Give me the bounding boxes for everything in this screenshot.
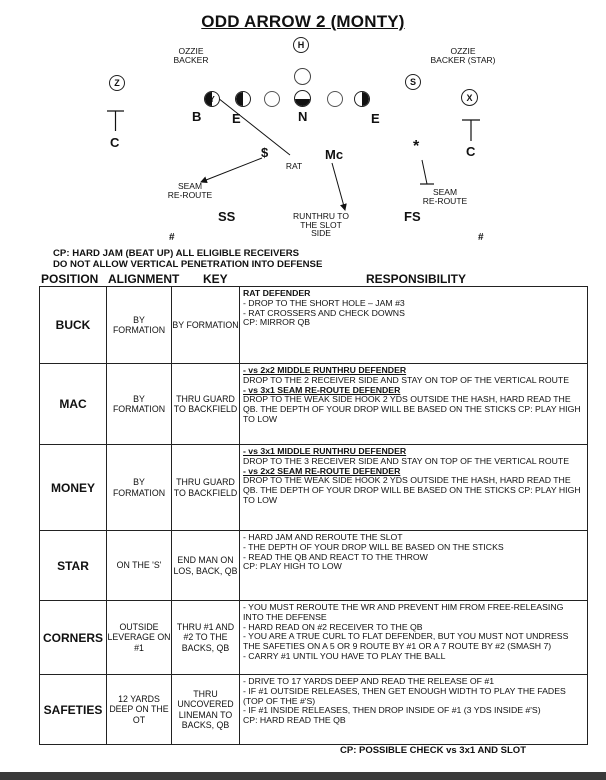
left-tackle-marker (235, 91, 251, 107)
left-corner-label: C (110, 135, 120, 150)
responsibility-line: - vs 3x1 SEAM RE-ROUTE DEFENDER (243, 384, 401, 395)
row-alignment-text: OUTSIDE LEVERAGE ON #1 (107, 621, 171, 653)
table-row (40, 287, 588, 364)
buck-defender-label: B (192, 109, 202, 124)
responsibility-line: - vs 2x2 MIDDLE RUNTHRU DEFENDER (243, 365, 407, 375)
strong-safety-label: SS (218, 209, 236, 224)
responsibility-line: - YOU MUST REROUTE THE WR AND PREVENT HIM FROM FREE-RELEASING INTO THE DEFENSE (243, 602, 564, 622)
y-label: Y (209, 94, 215, 104)
row-position-text: STAR (57, 558, 89, 573)
table-row (40, 364, 588, 445)
responsibility-line: DROP TO THE WEAK SIDE HOOK 2 YDS OUTSIDE THE HASH, HARD READ THE QB. THE DEPTH OF YOUR DROP WILL BE BASED ON THE STICKS CP: PLAY HIGH TO LOW (243, 475, 581, 505)
row-position-text: SAFETIES (43, 702, 103, 717)
row-alignment (107, 364, 172, 445)
row-alignment (107, 287, 172, 364)
row-position (40, 364, 107, 445)
row-key-text: THRU UNCOVERED LINEMAN TO BACKS, QB (177, 688, 234, 730)
responsibility-line: DROP TO THE 3 RECEIVER SIDE AND STAY ON TOP OF THE VERTICAL ROUTE (243, 455, 570, 466)
s-receiver-marker: S (405, 74, 421, 90)
responsibility-line: - vs 2x2 SEAM RE-ROUTE DEFENDER (243, 465, 401, 476)
responsibility-line: - READ THE QB AND REACT TO THE THROW (243, 551, 428, 562)
right-guard-marker (327, 91, 343, 107)
row-alignment-text: BY FORMATION (112, 477, 166, 498)
cp-line-2: DO NOT ALLOW VERTICAL PENETRATION INTO DEFENSE (53, 259, 323, 270)
responsibility-line: - RAT CROSSERS AND CHECK DOWNS (243, 307, 405, 318)
right-corner-label: C (466, 144, 476, 159)
responsibility-line: - HARD READ ON #2 RECEIVER TO THE QB (243, 621, 423, 632)
seam-reroute-right-label: SEAM RE-ROUTE (422, 187, 468, 206)
row-position (40, 601, 107, 675)
hash-mark-right: # (478, 232, 484, 243)
row-position-text: MAC (59, 397, 87, 411)
row-position-text: MONEY (50, 480, 95, 495)
header-alignment: ALIGNMENT (108, 272, 180, 286)
row-alignment-text: BY FORMATION (112, 393, 166, 414)
row-key-text: THRU GUARD TO BACKFIELD (173, 477, 238, 498)
ozzie-backer-star-label: OZZIE BACKER (STAR) (430, 46, 496, 65)
row-key-text: BY FORMATION (172, 319, 239, 330)
row-responsibility (240, 531, 588, 601)
header-key: KEY (203, 272, 228, 286)
responsibility-line: - HARD JAM AND REROUTE THE SLOT (243, 532, 403, 542)
rat-label: RAT (285, 161, 303, 171)
responsibility-line: DROP TO THE 2 RECEIVER SIDE AND STAY ON TOP OF THE VERTICAL ROUTE (243, 374, 570, 385)
table-row (40, 675, 588, 745)
table-row (40, 601, 588, 675)
row-responsibility (240, 445, 588, 531)
row-key (172, 675, 240, 745)
responsibility-line: - CARRY #1 UNTIL YOU HAVE TO PLAY THE BALL (243, 650, 446, 661)
mac-label: Mc (325, 147, 344, 162)
responsibility-table (39, 286, 588, 745)
table-row (40, 531, 588, 601)
responsibility-line: CP: PLAY HIGH TO LOW (243, 561, 342, 572)
row-alignment (107, 675, 172, 745)
x-receiver-marker: X (461, 89, 478, 106)
y-end-marker (204, 91, 220, 107)
money-label: $ (261, 145, 269, 160)
row-key (172, 601, 240, 675)
runthru-label: RUNTHRU TO THE SLOT SIDE (293, 211, 349, 238)
row-alignment-text: 12 YARDS DEEP ON THE OT (109, 693, 169, 725)
row-key (172, 364, 240, 445)
row-responsibility (240, 364, 588, 445)
row-alignment (107, 601, 172, 675)
responsibility-line: - IF #1 INSIDE RELEASES, THEN DROP INSIDE OF #1 (3 YDS INSIDE #'S) (243, 705, 541, 716)
nose-label: N (298, 109, 308, 124)
row-key (172, 445, 240, 531)
page-title: ODD ARROW 2 (MONTY) (201, 12, 405, 31)
row-position-text: BUCK (55, 318, 91, 332)
responsibility-line: - vs 3x1 MIDDLE RUNTHRU DEFENDER (243, 446, 407, 456)
free-safety-label: FS (404, 209, 421, 224)
row-key (172, 287, 240, 364)
responsibility-line: DROP TO THE WEAK SIDE HOOK 2 YDS OUTSIDE THE HASH, HARD READ THE QB. THE DEPTH OF YOUR DROP WILL BE BASED ON THE STICKS CP: PLAY HIGH TO LOW (243, 394, 581, 424)
row-responsibility (240, 287, 588, 364)
hash-mark-left: # (169, 232, 175, 243)
left-guard-marker (264, 91, 280, 107)
responsibility-line: CP: MIRROR QB (243, 317, 311, 328)
right-tackle-marker (354, 91, 370, 107)
row-key-text: THRU GUARD TO BACKFIELD (173, 393, 238, 414)
seam-reroute-left-label: SEAM RE-ROUTE (167, 181, 213, 200)
row-position-text: CORNERS (42, 630, 103, 645)
row-position (40, 675, 107, 745)
row-alignment-text: ON THE 'S' (116, 560, 162, 571)
h-back-marker: H (293, 37, 309, 53)
star-defender-label: * (413, 138, 420, 155)
row-position (40, 445, 107, 531)
half-filled-icon (355, 92, 369, 106)
row-alignment (107, 445, 172, 531)
responsibility-line: - DRIVE TO 17 YARDS DEEP AND READ THE RELEASE OF #1 (243, 676, 495, 686)
bottom-filled-icon (295, 91, 310, 106)
right-end-label: E (371, 111, 380, 126)
row-alignment-text: BY FORMATION (112, 314, 166, 335)
row-responsibility (240, 675, 588, 745)
coaching-point (53, 248, 322, 270)
half-filled-icon (236, 92, 250, 106)
z-receiver-marker: Z (109, 75, 125, 91)
row-responsibility (240, 601, 588, 675)
bottom-bar (0, 772, 606, 780)
responsibility-line: - YOU ARE A TRUE CURL TO FLAT DEFENDER, BUT YOU MUST NOT UNDRESS THE SAFETIES ON A 5 OR 9 ROUTE BY #1 OR A 7 ROUTE BY #2 (SMASH 7) (243, 631, 569, 652)
quarterback-marker (294, 68, 311, 85)
row-key-text: THRU #1 AND #2 TO THE BACKS, QB (176, 621, 235, 653)
responsibility-line: CP: HARD READ THE QB (243, 715, 346, 726)
row-alignment (107, 531, 172, 601)
row-key (172, 531, 240, 601)
header-responsibility: RESPONSIBILITY (366, 272, 467, 286)
footer-check-note: CP: POSSIBLE CHECK vs 3x1 AND SLOT (340, 745, 526, 756)
left-end-label: E (232, 111, 241, 126)
row-key-text: END MAN ON LOS, BACK, QB (173, 555, 238, 576)
header-position: POSITION (41, 272, 99, 286)
ozzie-backer-label: OZZIE BACKER (173, 46, 209, 65)
row-position (40, 287, 107, 364)
row-position (40, 531, 107, 601)
table-row (40, 445, 588, 531)
responsibility-line: - THE DEPTH OF YOUR DROP WILL BE BASED ON THE STICKS (243, 541, 504, 552)
cp-line-1: CP: HARD JAM (BEAT UP) ALL ELIGIBLE RECEIVERS (53, 248, 300, 259)
responsibility-line: RAT DEFENDER (243, 288, 311, 298)
responsibility-line: - IF #1 OUTSIDE RELEASES, THEN GET ENOUGH WIDTH TO PLAY THE FADES (TOP OF THE #'S) (243, 685, 566, 706)
center-marker (294, 90, 311, 107)
responsibility-line: - DROP TO THE SHORT HOLE – JAM #3 (243, 297, 405, 308)
